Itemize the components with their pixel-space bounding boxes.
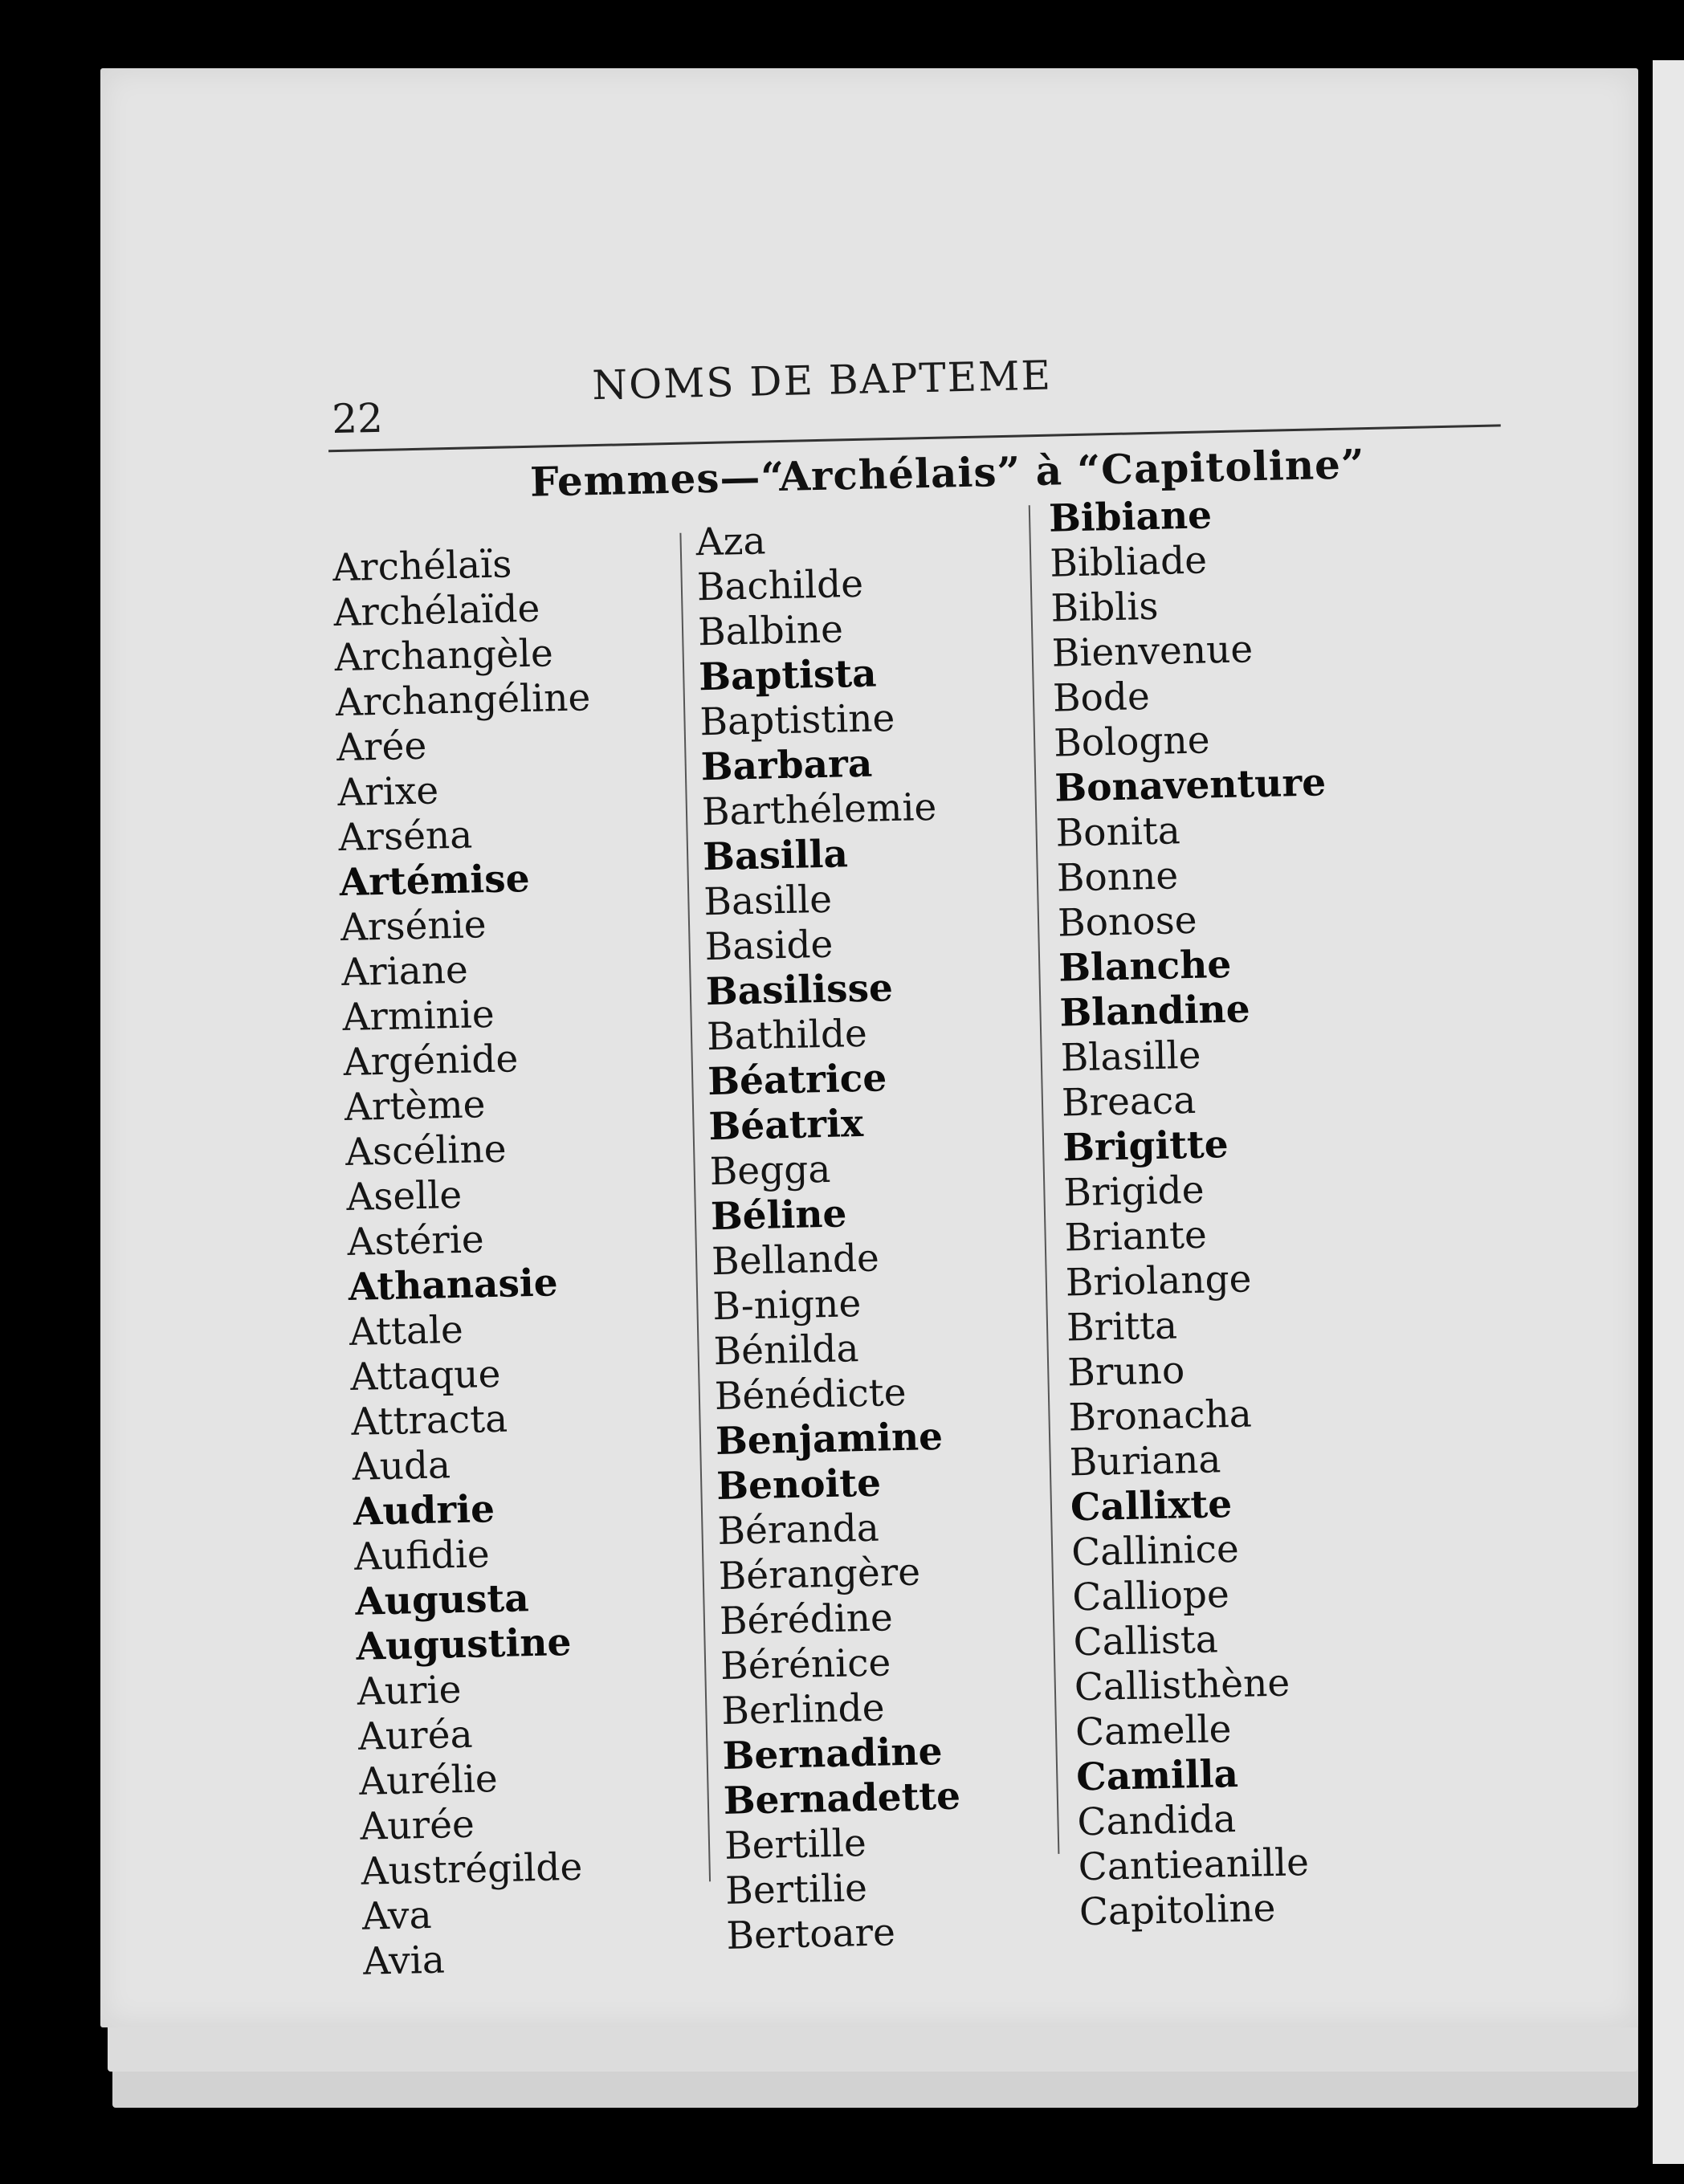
name-entry: Aurée <box>359 1802 475 1849</box>
name-entry: Béline <box>710 1192 847 1240</box>
name-entry: Bonne <box>1056 854 1179 901</box>
name-entry: Attracta <box>350 1396 508 1444</box>
name-entry: Brigitte <box>1062 1123 1229 1171</box>
page-number: 22 <box>331 394 384 443</box>
name-entry: Auréa <box>357 1712 474 1759</box>
name-entry: Archélaïs <box>332 542 512 591</box>
name-entry: Béatrix <box>707 1101 864 1150</box>
name-entry: Bonaventure <box>1054 760 1327 811</box>
name-entry: Baptista <box>698 651 878 700</box>
name-entry: Bode <box>1052 674 1151 721</box>
name-entry: Bibiane <box>1048 493 1213 541</box>
name-entry: Astérie <box>346 1217 485 1265</box>
name-entry: Ascéline <box>345 1127 508 1176</box>
name-entry: Benoite <box>716 1461 882 1510</box>
name-entry: Basille <box>703 877 833 925</box>
name-entry: Bénilda <box>713 1326 860 1375</box>
name-entry: Basilla <box>702 832 849 880</box>
name-entry: Béatrice <box>707 1056 887 1105</box>
name-entry: Candida <box>1076 1797 1237 1845</box>
name-entry: Austrégilde <box>361 1844 583 1894</box>
name-entry: Bérénice <box>720 1640 891 1689</box>
name-entry: Arminie <box>341 992 495 1041</box>
name-entry: Camilla <box>1075 1751 1239 1800</box>
name-entry: Britta <box>1066 1303 1178 1351</box>
name-entry: Balbine <box>697 607 844 655</box>
name-entry: Bérangère <box>718 1550 921 1599</box>
name-column-3 <box>1049 489 1450 1936</box>
name-entry: Athanasie <box>348 1261 559 1310</box>
name-entry: Attale <box>349 1307 464 1355</box>
page-content <box>100 68 1638 2027</box>
name-entry: Aza <box>695 519 766 565</box>
name-entry: Auda <box>352 1443 451 1489</box>
name-entry: Archangèle <box>334 631 554 681</box>
name-entry: Avia <box>362 1937 446 1984</box>
name-entry: Bernadine <box>722 1729 944 1779</box>
name-entry: Bronacha <box>1067 1391 1253 1440</box>
name-entry: Arixe <box>336 768 439 816</box>
name-entry: Callista <box>1073 1617 1219 1665</box>
name-entry: Bonita <box>1055 809 1181 856</box>
name-entry: Bathilde <box>706 1011 868 1060</box>
name-entry: Brigide <box>1062 1167 1205 1216</box>
name-entry: Callisthène <box>1074 1660 1291 1710</box>
name-entry: Augustine <box>355 1620 572 1669</box>
name-entry: Ariane <box>340 947 469 996</box>
name-entry: Capitoline <box>1078 1885 1276 1935</box>
name-entry: Bérédine <box>719 1595 894 1644</box>
name-entry: Calliope <box>1071 1572 1230 1620</box>
name-entry: Breaca <box>1061 1078 1197 1126</box>
name-entry: B-nigne <box>712 1281 862 1330</box>
name-entry: Blasille <box>1060 1033 1201 1081</box>
name-entry: Berlinde <box>720 1685 886 1734</box>
name-entry: Bienvenue <box>1051 627 1254 676</box>
name-entry: Benjamine <box>715 1414 944 1465</box>
name-entry: Arsénie <box>340 903 487 951</box>
running-title: NOMS DE BAPTEME <box>591 352 1053 410</box>
name-entry: Argénide <box>343 1037 519 1086</box>
name-entry: Baptistine <box>699 695 895 745</box>
name-entry: Baside <box>704 922 834 970</box>
name-entry: Barbara <box>700 741 873 790</box>
name-entry: Aufidie <box>353 1532 491 1579</box>
name-entry: Bellande <box>711 1236 880 1285</box>
name-entry: Briolange <box>1065 1257 1253 1306</box>
name-entry: Callinice <box>1070 1526 1240 1575</box>
name-entry: Buriana <box>1069 1437 1221 1485</box>
name-entry: Augusta <box>354 1576 530 1624</box>
name-entry: Bénédicte <box>714 1370 907 1420</box>
name-entry: Arséna <box>337 813 473 861</box>
name-entry: Bachilde <box>696 561 864 610</box>
name-entry: Camelle <box>1074 1707 1232 1755</box>
name-entry: Aurélie <box>358 1757 499 1804</box>
name-entry: Cantieanille <box>1078 1840 1310 1890</box>
name-column-2 <box>695 512 1096 1959</box>
name-entry: Callixte <box>1070 1482 1233 1530</box>
name-entry: Arée <box>336 723 427 771</box>
name-entry: Bernadette <box>723 1774 961 1823</box>
name-entry: Bologne <box>1053 718 1211 766</box>
name-entry: Bonose <box>1057 898 1198 946</box>
name-entry: Blandine <box>1058 987 1251 1036</box>
name-entry: Bertille <box>724 1821 867 1868</box>
name-entry: Audrie <box>353 1487 495 1534</box>
name-column-1 <box>332 538 733 1985</box>
name-entry: Biblis <box>1050 584 1159 631</box>
name-entry: Bruno <box>1066 1348 1185 1396</box>
section-heading: Femmes—“Archélais” à “Capitoline” <box>529 440 1366 506</box>
name-entry: Bertilie <box>724 1866 868 1913</box>
name-entry: Briante <box>1064 1212 1208 1261</box>
facing-page-edge <box>1653 60 1684 2164</box>
name-entry: Archélaïde <box>332 586 540 636</box>
name-entry: Ava <box>361 1893 433 1939</box>
name-entry: Archangéline <box>335 675 591 726</box>
name-entry: Artémise <box>339 856 531 906</box>
name-entry: Bertoare <box>725 1910 896 1958</box>
name-entry: Blanche <box>1058 942 1232 991</box>
name-entry: Bibliade <box>1049 538 1208 586</box>
name-entry: Basilisse <box>705 966 894 1015</box>
scanned-page <box>100 68 1638 2027</box>
name-entry: Aselle <box>345 1172 463 1220</box>
name-entry: Artème <box>344 1082 486 1131</box>
name-entry: Barthélemie <box>701 784 937 835</box>
name-entry: Aurie <box>357 1668 462 1714</box>
name-entry: Béranda <box>716 1506 880 1554</box>
name-entry: Begga <box>709 1147 831 1195</box>
name-entry: Attaque <box>349 1351 501 1400</box>
